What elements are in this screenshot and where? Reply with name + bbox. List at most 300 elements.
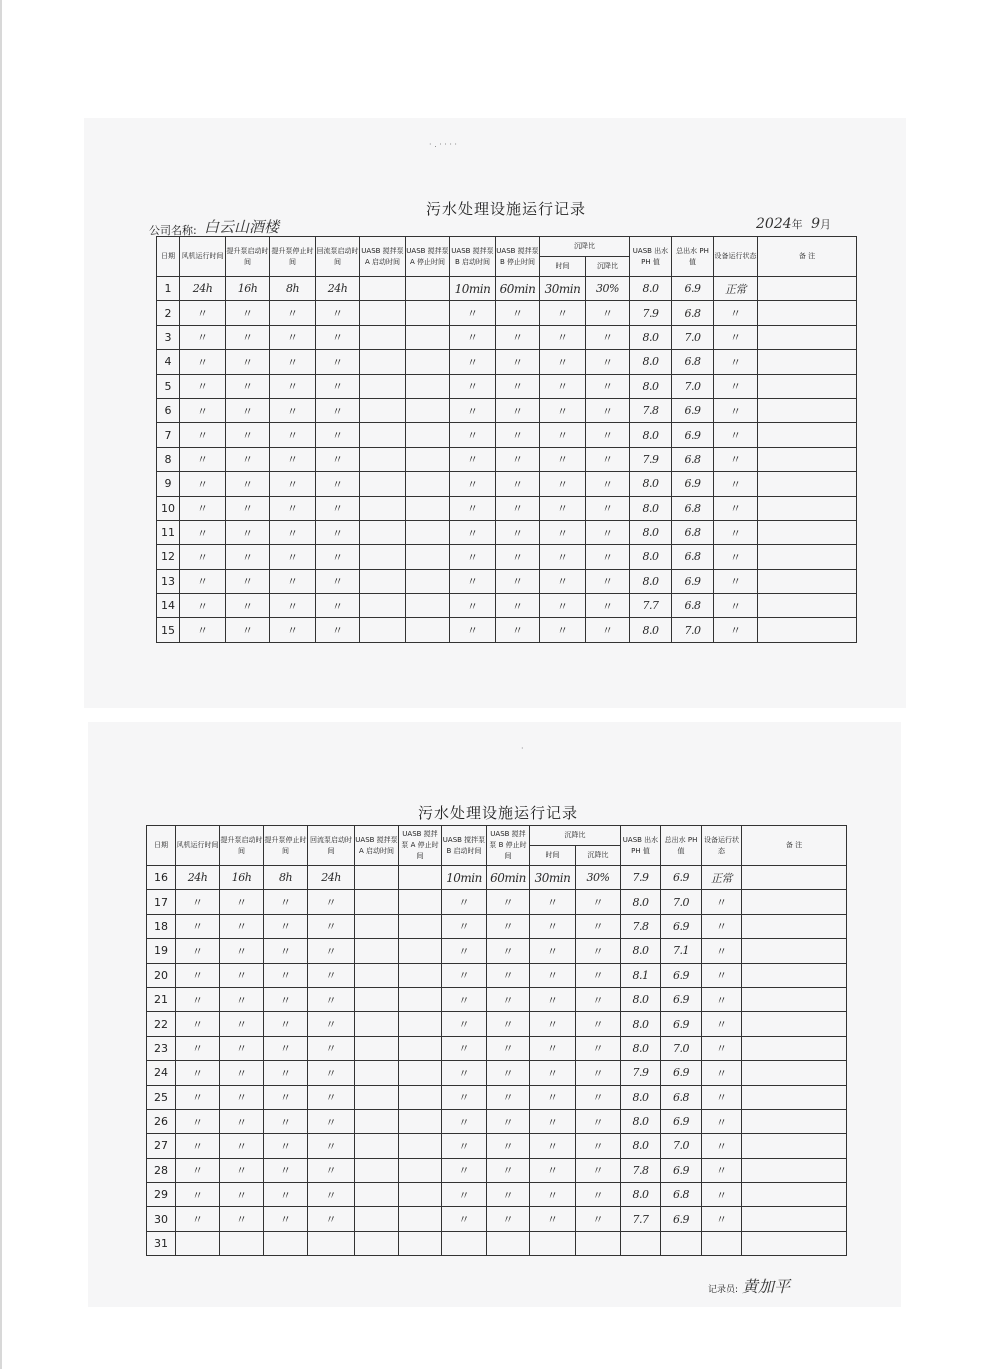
cell-settling-ratio: 〃: [576, 939, 621, 963]
cell-lift-pump-start: 16h: [226, 277, 270, 301]
cell-total-ph: 6.9: [672, 423, 714, 447]
cell-lift-pump-stop: 〃: [270, 301, 316, 325]
cell-settling-time: 〃: [530, 963, 576, 987]
cell-uasb-a-stop: [406, 472, 450, 496]
cell-uasb-a-start: [360, 618, 406, 642]
cell-day: 25: [147, 1085, 176, 1109]
cell-uasb-b-start: 〃: [442, 914, 487, 938]
cell-uasb-a-start: [360, 594, 406, 618]
cell-uasb-a-stop: [399, 963, 442, 987]
cell-equipment-status: 〃: [714, 301, 758, 325]
cell-lift-pump-stop: 〃: [270, 496, 316, 520]
cell-return-pump-start: 〃: [308, 914, 355, 938]
cell-day: 9: [157, 472, 180, 496]
cell-day: 22: [147, 1012, 176, 1036]
cell-lift-pump-start: 〃: [226, 325, 270, 349]
cell-uasb-b-start: 〃: [442, 1061, 487, 1085]
cell-uasb-b-start: 〃: [450, 545, 496, 569]
table-row: [157, 325, 857, 349]
cell-lift-pump-stop: 〃: [270, 472, 316, 496]
cell-uasb-b-stop: 〃: [487, 1183, 530, 1207]
cell-return-pump-start: 〃: [308, 1012, 355, 1036]
cell-settling-time: 30min: [530, 866, 576, 890]
cell-total-ph: 6.9: [661, 1207, 702, 1231]
cell-remarks: [742, 1134, 847, 1158]
cell-equipment-status: 〃: [702, 1207, 742, 1231]
cell-uasb-b-start: 10min: [442, 866, 487, 890]
cell-remarks: [758, 423, 857, 447]
cell-lift-pump-start: 〃: [226, 496, 270, 520]
cell-uasb-b-start: 〃: [450, 447, 496, 471]
cell-remarks: [758, 398, 857, 422]
cell-return-pump-start: 〃: [308, 890, 355, 914]
cell-uasb-ph: 8.0: [621, 1134, 661, 1158]
cell-lift-pump-stop: 〃: [270, 447, 316, 471]
cell-uasb-a-start: [355, 1158, 399, 1182]
cell-uasb-ph: 8.0: [621, 890, 661, 914]
cell-total-ph: 6.9: [661, 963, 702, 987]
cell-settling-ratio: 〃: [576, 1134, 621, 1158]
cell-uasb-a-stop: [399, 1036, 442, 1060]
cell-total-ph: 6.9: [661, 1061, 702, 1085]
sheet-title: 污水处理设施运行记录: [418, 804, 579, 822]
cell-fan-runtime: 〃: [180, 350, 226, 374]
cell-settling-ratio: 〃: [586, 423, 630, 447]
cell-equipment-status: [702, 1231, 742, 1255]
cell-day: 14: [157, 594, 180, 618]
cell-uasb-a-stop: [399, 1061, 442, 1085]
cell-uasb-ph: 8.0: [621, 1036, 661, 1060]
cell-uasb-b-start: 〃: [450, 398, 496, 422]
cell-lift-pump-stop: 〃: [270, 594, 316, 618]
table-row: [147, 963, 847, 987]
cell-settling-time: 〃: [530, 1207, 576, 1231]
cell-lift-pump-stop: 〃: [264, 1036, 308, 1060]
cell-total-ph: 7.1: [661, 939, 702, 963]
header-uasb-b-start: UASB 搅拌泵 B 启动时间: [442, 826, 487, 866]
cell-uasb-ph: 7.8: [621, 1158, 661, 1182]
cell-uasb-a-start: [355, 890, 399, 914]
cell-fan-runtime: 〃: [180, 496, 226, 520]
cell-uasb-a-start: [355, 866, 399, 890]
cell-return-pump-start: 〃: [316, 398, 360, 422]
cell-uasb-ph: 7.9: [630, 301, 672, 325]
table-row: [157, 374, 857, 398]
cell-uasb-b-stop: 〃: [487, 987, 530, 1011]
cell-settling-ratio: 〃: [586, 447, 630, 471]
cell-fan-runtime: 24h: [176, 866, 220, 890]
cell-settling-ratio: 〃: [586, 472, 630, 496]
header-settling-group: 沉降比: [530, 826, 621, 846]
cell-settling-ratio: 〃: [586, 350, 630, 374]
cell-fan-runtime: 〃: [180, 447, 226, 471]
cell-uasb-b-start: 〃: [450, 618, 496, 642]
cell-uasb-b-start: [442, 1231, 487, 1255]
cell-settling-ratio: 30%: [586, 277, 630, 301]
cell-lift-pump-start: 〃: [220, 1183, 264, 1207]
cell-remarks: [742, 1158, 847, 1182]
table-row: [157, 398, 857, 422]
header-uasb-ph: UASB 出水 PH 值: [621, 826, 661, 866]
table-row: [147, 1231, 847, 1255]
cell-settling-time: 〃: [530, 1085, 576, 1109]
cell-settling-time: 〃: [530, 939, 576, 963]
header-fan-runtime: 风机运行时间: [176, 826, 220, 866]
cell-remarks: [758, 301, 857, 325]
cell-return-pump-start: 〃: [316, 325, 360, 349]
cell-uasb-ph: 7.7: [630, 594, 672, 618]
header-remarks: 备 注: [758, 237, 857, 277]
cell-settling-ratio: 〃: [586, 520, 630, 544]
cell-day: 12: [157, 545, 180, 569]
cell-fan-runtime: 〃: [176, 1012, 220, 1036]
header-uasb-a-start: UASB 搅拌泵 A 启动时间: [355, 826, 399, 866]
cell-uasb-ph: 8.0: [630, 374, 672, 398]
cell-uasb-ph: 8.0: [621, 1085, 661, 1109]
cell-uasb-a-stop: [406, 398, 450, 422]
cell-return-pump-start: 〃: [316, 301, 360, 325]
table-row: [147, 1036, 847, 1060]
table-row: [157, 350, 857, 374]
header-uasb-b-stop: UASB 搅拌泵 B 停止时间: [496, 237, 540, 277]
table-row: [147, 939, 847, 963]
cell-return-pump-start: 〃: [308, 1109, 355, 1133]
cell-uasb-b-start: 〃: [442, 987, 487, 1011]
cell-settling-ratio: 〃: [576, 1012, 621, 1036]
cell-lift-pump-stop: 〃: [270, 350, 316, 374]
cell-uasb-a-stop: [406, 569, 450, 593]
cell-settling-ratio: 〃: [576, 1158, 621, 1182]
cell-day: 17: [147, 890, 176, 914]
cell-equipment-status: 〃: [702, 939, 742, 963]
cell-total-ph: 6.8: [661, 1085, 702, 1109]
cell-lift-pump-start: 〃: [220, 987, 264, 1011]
cell-fan-runtime: 〃: [180, 618, 226, 642]
cell-settling-time: 〃: [540, 350, 586, 374]
cell-total-ph: 6.9: [672, 569, 714, 593]
cell-remarks: [758, 325, 857, 349]
cell-return-pump-start: 24h: [308, 866, 355, 890]
cell-uasb-a-start: [360, 374, 406, 398]
cell-lift-pump-start: 〃: [220, 1061, 264, 1085]
cell-settling-time: 〃: [540, 618, 586, 642]
cell-settling-ratio: [576, 1231, 621, 1255]
cell-uasb-ph: 8.0: [630, 520, 672, 544]
cell-total-ph: 6.8: [672, 545, 714, 569]
cell-lift-pump-start: 〃: [220, 1012, 264, 1036]
cell-settling-ratio: 〃: [586, 569, 630, 593]
cell-equipment-status: 〃: [714, 496, 758, 520]
cell-return-pump-start: 〃: [316, 472, 360, 496]
cell-day: 5: [157, 374, 180, 398]
cell-remarks: [742, 1109, 847, 1133]
cell-fan-runtime: 〃: [180, 545, 226, 569]
cell-equipment-status: 〃: [702, 914, 742, 938]
table-row: [157, 301, 857, 325]
cell-settling-time: 〃: [540, 496, 586, 520]
header-settling-ratio: 沉降比: [586, 257, 630, 277]
cell-day: 1: [157, 277, 180, 301]
cell-uasb-b-stop: 60min: [487, 866, 530, 890]
cell-total-ph: 6.9: [661, 1109, 702, 1133]
header-equipment-status: 设备运行状态: [702, 826, 742, 866]
cell-settling-ratio: 〃: [576, 1183, 621, 1207]
cell-settling-time: 〃: [530, 1012, 576, 1036]
cell-uasb-a-stop: [406, 618, 450, 642]
cell-uasb-a-stop: [406, 374, 450, 398]
cell-remarks: [742, 939, 847, 963]
cell-settling-ratio: 〃: [586, 545, 630, 569]
cell-return-pump-start: 〃: [308, 1036, 355, 1060]
sheet-title: 污水处理设施运行记录: [426, 200, 587, 218]
table-row: [147, 987, 847, 1011]
cell-lift-pump-start: [220, 1231, 264, 1255]
cell-fan-runtime: 〃: [176, 1061, 220, 1085]
operation-log-table: [146, 825, 847, 1256]
cell-fan-runtime: 24h: [180, 277, 226, 301]
cell-lift-pump-start: 〃: [226, 545, 270, 569]
cell-uasb-b-stop: 〃: [487, 939, 530, 963]
cell-fan-runtime: 〃: [176, 914, 220, 938]
cell-day: 28: [147, 1158, 176, 1182]
cell-total-ph: 6.8: [672, 447, 714, 471]
cell-remarks: [742, 1036, 847, 1060]
cell-equipment-status: 〃: [702, 963, 742, 987]
cell-day: 13: [157, 569, 180, 593]
cell-equipment-status: 〃: [714, 447, 758, 471]
cell-settling-ratio: 〃: [586, 594, 630, 618]
cell-uasb-a-start: [355, 1134, 399, 1158]
cell-uasb-b-start: 10min: [450, 277, 496, 301]
header-uasb-b-start: UASB 搅拌泵 B 启动时间: [450, 237, 496, 277]
cell-equipment-status: 〃: [714, 594, 758, 618]
cell-settling-time: 〃: [530, 1158, 576, 1182]
cell-uasb-b-stop: 〃: [496, 398, 540, 422]
cell-settling-time: 〃: [540, 301, 586, 325]
cell-total-ph: 7.0: [661, 1036, 702, 1060]
cell-uasb-b-start: 〃: [442, 1183, 487, 1207]
cell-equipment-status: 〃: [702, 1036, 742, 1060]
cell-uasb-ph: 8.0: [630, 618, 672, 642]
cell-lift-pump-stop: 〃: [264, 1183, 308, 1207]
cell-remarks: [742, 866, 847, 890]
cell-total-ph: 6.8: [672, 594, 714, 618]
cell-lift-pump-start: 〃: [220, 939, 264, 963]
cell-remarks: [758, 496, 857, 520]
cell-equipment-status: 〃: [702, 1061, 742, 1085]
cell-equipment-status: 〃: [702, 1012, 742, 1036]
cell-uasb-ph: 8.1: [621, 963, 661, 987]
cell-uasb-a-start: [360, 325, 406, 349]
cell-total-ph: 6.9: [672, 277, 714, 301]
cell-fan-runtime: 〃: [176, 939, 220, 963]
cell-uasb-b-start: 〃: [450, 496, 496, 520]
header-uasb-a-start: UASB 搅拌泵 A 启动时间: [360, 237, 406, 277]
cell-uasb-ph: 8.0: [630, 472, 672, 496]
cell-settling-time: 〃: [540, 325, 586, 349]
table-row: [157, 520, 857, 544]
cell-lift-pump-stop: 〃: [264, 1207, 308, 1231]
cell-return-pump-start: 〃: [308, 987, 355, 1011]
cell-settling-ratio: 〃: [576, 1109, 621, 1133]
cell-lift-pump-start: 〃: [226, 472, 270, 496]
cell-total-ph: 7.0: [672, 618, 714, 642]
cell-remarks: [758, 594, 857, 618]
cell-remarks: [742, 963, 847, 987]
record-date: [756, 216, 831, 232]
cell-lift-pump-stop: 〃: [270, 325, 316, 349]
cell-equipment-status: 〃: [702, 890, 742, 914]
cell-uasb-b-stop: 〃: [496, 374, 540, 398]
cell-return-pump-start: 〃: [316, 618, 360, 642]
cell-remarks: [758, 350, 857, 374]
cell-remarks: [758, 569, 857, 593]
cell-uasb-ph: [621, 1231, 661, 1255]
cell-fan-runtime: 〃: [180, 520, 226, 544]
cell-uasb-a-stop: [406, 447, 450, 471]
cell-uasb-ph: 8.0: [621, 1012, 661, 1036]
cell-uasb-a-stop: [399, 987, 442, 1011]
cell-settling-time: 〃: [540, 594, 586, 618]
table-row: [157, 569, 857, 593]
cell-uasb-b-start: 〃: [442, 963, 487, 987]
header-settling-time: 时间: [540, 257, 586, 277]
header-return-pump-start: 回流泵启动时间: [308, 826, 355, 866]
cell-day: 18: [147, 914, 176, 938]
cell-settling-ratio: 〃: [576, 1036, 621, 1060]
header-uasb-ph: UASB 出水 PH 值: [630, 237, 672, 277]
cell-settling-ratio: 30%: [576, 866, 621, 890]
cell-uasb-ph: 7.7: [621, 1207, 661, 1231]
cell-lift-pump-stop: [264, 1231, 308, 1255]
cell-fan-runtime: 〃: [180, 398, 226, 422]
cell-uasb-a-stop: [399, 866, 442, 890]
cell-uasb-b-stop: 〃: [496, 472, 540, 496]
cell-uasb-b-stop: 〃: [496, 496, 540, 520]
date-month: 9: [811, 216, 821, 232]
scan-speck: ·: [521, 744, 524, 753]
cell-settling-time: 〃: [530, 1134, 576, 1158]
cell-fan-runtime: 〃: [180, 374, 226, 398]
cell-uasb-a-stop: [406, 277, 450, 301]
cell-fan-runtime: 〃: [180, 569, 226, 593]
cell-settling-time: [530, 1231, 576, 1255]
cell-day: 4: [157, 350, 180, 374]
cell-uasb-ph: 8.0: [630, 545, 672, 569]
cell-total-ph: 7.0: [661, 890, 702, 914]
cell-uasb-b-stop: 〃: [496, 594, 540, 618]
cell-lift-pump-start: 〃: [220, 1109, 264, 1133]
cell-equipment-status: 正常: [702, 866, 742, 890]
cell-fan-runtime: 〃: [176, 1036, 220, 1060]
cell-return-pump-start: 〃: [308, 1061, 355, 1085]
cell-total-ph: 6.8: [672, 350, 714, 374]
cell-settling-ratio: 〃: [576, 1085, 621, 1109]
cell-total-ph: 6.9: [672, 398, 714, 422]
cell-fan-runtime: 〃: [180, 423, 226, 447]
cell-uasb-ph: 7.9: [630, 447, 672, 471]
cell-day: 20: [147, 963, 176, 987]
header-return-pump-start: 回流泵启动时间: [316, 237, 360, 277]
cell-total-ph: 6.9: [661, 914, 702, 938]
cell-uasb-b-stop: 〃: [487, 914, 530, 938]
cell-return-pump-start: 〃: [316, 447, 360, 471]
cell-uasb-b-start: 〃: [442, 1207, 487, 1231]
cell-lift-pump-stop: 〃: [270, 545, 316, 569]
table-row: [157, 472, 857, 496]
cell-equipment-status: 〃: [714, 423, 758, 447]
cell-remarks: [758, 618, 857, 642]
cell-uasb-a-stop: [399, 1109, 442, 1133]
cell-lift-pump-start: 〃: [226, 569, 270, 593]
cell-uasb-a-stop: [399, 914, 442, 938]
cell-uasb-a-stop: [399, 1231, 442, 1255]
cell-uasb-b-start: 〃: [450, 350, 496, 374]
cell-total-ph: 7.0: [672, 325, 714, 349]
scanned-sheet-2: [88, 722, 901, 1307]
cell-uasb-ph: 8.0: [630, 325, 672, 349]
cell-lift-pump-stop: 〃: [264, 1109, 308, 1133]
cell-equipment-status: 〃: [702, 1134, 742, 1158]
table-row: [157, 594, 857, 618]
cell-uasb-b-stop: 〃: [496, 447, 540, 471]
cell-lift-pump-start: 〃: [226, 447, 270, 471]
cell-uasb-a-start: [360, 447, 406, 471]
cell-uasb-a-stop: [399, 1012, 442, 1036]
cell-settling-time: 〃: [540, 447, 586, 471]
cell-uasb-ph: 7.9: [621, 866, 661, 890]
header-date: 日期: [157, 237, 180, 277]
table-row: [157, 423, 857, 447]
cell-lift-pump-start: 〃: [226, 301, 270, 325]
header-settling-group: 沉降比: [540, 237, 630, 257]
cell-uasb-b-start: 〃: [442, 1085, 487, 1109]
cell-uasb-a-start: [360, 398, 406, 422]
cell-uasb-a-start: [360, 472, 406, 496]
cell-uasb-b-start: 〃: [450, 472, 496, 496]
cell-uasb-b-start: 〃: [442, 939, 487, 963]
cell-return-pump-start: 〃: [308, 1207, 355, 1231]
cell-uasb-a-start: [355, 1207, 399, 1231]
cell-day: 8: [157, 447, 180, 471]
cell-uasb-ph: 8.0: [630, 423, 672, 447]
cell-lift-pump-start: 〃: [226, 594, 270, 618]
cell-settling-ratio: 〃: [576, 914, 621, 938]
scan-speck: · . · · · ·: [429, 140, 457, 149]
header-remarks: 备 注: [742, 826, 847, 866]
cell-fan-runtime: 〃: [180, 594, 226, 618]
cell-uasb-b-stop: 〃: [496, 569, 540, 593]
cell-uasb-b-start: 〃: [442, 1012, 487, 1036]
table-row: [147, 1109, 847, 1133]
cell-settling-time: 〃: [530, 987, 576, 1011]
cell-uasb-a-start: [360, 496, 406, 520]
cell-uasb-a-stop: [399, 1207, 442, 1231]
cell-day: 29: [147, 1183, 176, 1207]
table-row: [147, 866, 847, 890]
cell-settling-time: 〃: [530, 1183, 576, 1207]
cell-uasb-b-start: 〃: [450, 520, 496, 544]
cell-uasb-ph: 8.0: [630, 569, 672, 593]
cell-uasb-a-stop: [399, 1134, 442, 1158]
cell-return-pump-start: 24h: [316, 277, 360, 301]
cell-uasb-a-start: [360, 423, 406, 447]
cell-uasb-a-start: [360, 520, 406, 544]
cell-equipment-status: 〃: [702, 1158, 742, 1182]
cell-equipment-status: 〃: [702, 1183, 742, 1207]
cell-equipment-status: 〃: [702, 987, 742, 1011]
cell-lift-pump-stop: 〃: [270, 374, 316, 398]
